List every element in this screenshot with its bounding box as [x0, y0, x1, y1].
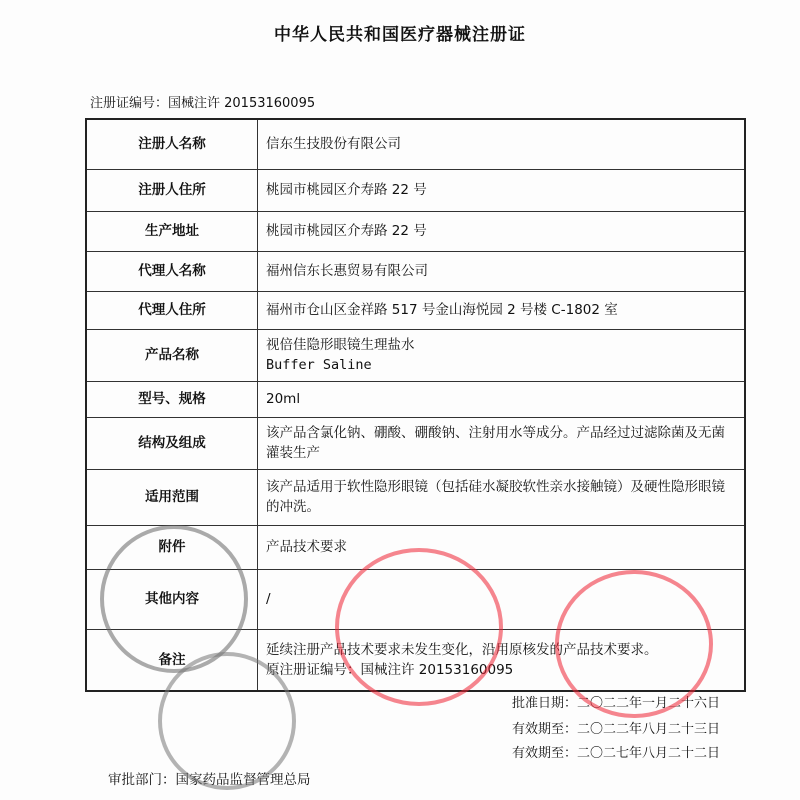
row-value: 该产品适用于软性隐形眼镜（包括硅水凝胶软性亲水接触镜）及硬性隐形眼镜的冲洗。: [258, 469, 746, 525]
row-value: 产品技术要求: [258, 525, 746, 569]
agent-company-seal: [100, 525, 248, 673]
row-value: 福州市仓山区金祥路 517 号金山海悦园 2 号楼 C-1802 室: [258, 291, 746, 329]
row-label: 其他内容: [86, 569, 258, 629]
row-value: 桃园市桃园区介寿路 22 号: [258, 169, 746, 211]
remark-line-2: 原注册证编号：国械注许 20153160095: [266, 661, 514, 678]
row-label: 代理人住所: [86, 291, 258, 329]
row-label: 备注: [86, 629, 258, 691]
registration-number: 注册证编号：国械注许 20153160095: [90, 96, 316, 111]
row-value: /: [258, 569, 746, 629]
table-row: [86, 469, 745, 525]
remark-line-1: 延续注册产品技术要求未发生变化，沿用原核发的产品技术要求。: [266, 641, 658, 658]
table-row: [86, 381, 745, 417]
row-value: 福州信东长惠贸易有限公司: [258, 251, 746, 291]
row-value: [258, 329, 746, 381]
nmpa-registration-seal: [158, 652, 296, 790]
row-label: 注册人住所: [86, 169, 258, 211]
row-label: 生产地址: [86, 211, 258, 251]
table-row: [86, 291, 745, 329]
row-label: 结构及组成: [86, 417, 258, 469]
row-label: 代理人名称: [86, 251, 258, 291]
company-seal-right: [555, 570, 713, 718]
row-label: 产品名称: [86, 329, 258, 381]
product-name-en: Buffer Saline: [266, 357, 372, 373]
valid-to-date: 有效期至：二〇二七年八月二十二日: [512, 746, 721, 761]
row-label: 附件: [86, 525, 258, 569]
product-name-cn: 视倍佳隐形眼镜生理盐水: [266, 337, 415, 353]
table-row: [86, 169, 745, 211]
table-row: [86, 417, 745, 469]
contact-lens-company-seal: [335, 548, 503, 706]
table-row: [86, 329, 745, 381]
row-value: 桃园市桃园区介寿路 22 号: [258, 211, 746, 251]
row-value: 该产品含氯化钠、硼酸、硼酸钠、注射用水等成分。产品经过过滤除菌及无菌灌装生产: [258, 417, 746, 469]
document-title: 中华人民共和国医疗器械注册证: [274, 25, 526, 45]
table-row: [86, 119, 745, 169]
row-label: 适用范围: [86, 469, 258, 525]
row-label: 型号、规格: [86, 381, 258, 417]
row-label: 注册人名称: [86, 119, 258, 169]
approval-date: 批准日期：二〇二二年一月二十六日: [512, 696, 721, 711]
table-row: [86, 251, 745, 291]
valid-from-date: 有效期至：二〇二二年八月二十三日: [512, 722, 721, 737]
row-value: 20ml: [258, 381, 746, 417]
approval-department: 审批部门：国家药品监督管理总局: [108, 772, 311, 788]
table-row: [86, 211, 745, 251]
row-value: 信东生技股份有限公司: [258, 119, 746, 169]
